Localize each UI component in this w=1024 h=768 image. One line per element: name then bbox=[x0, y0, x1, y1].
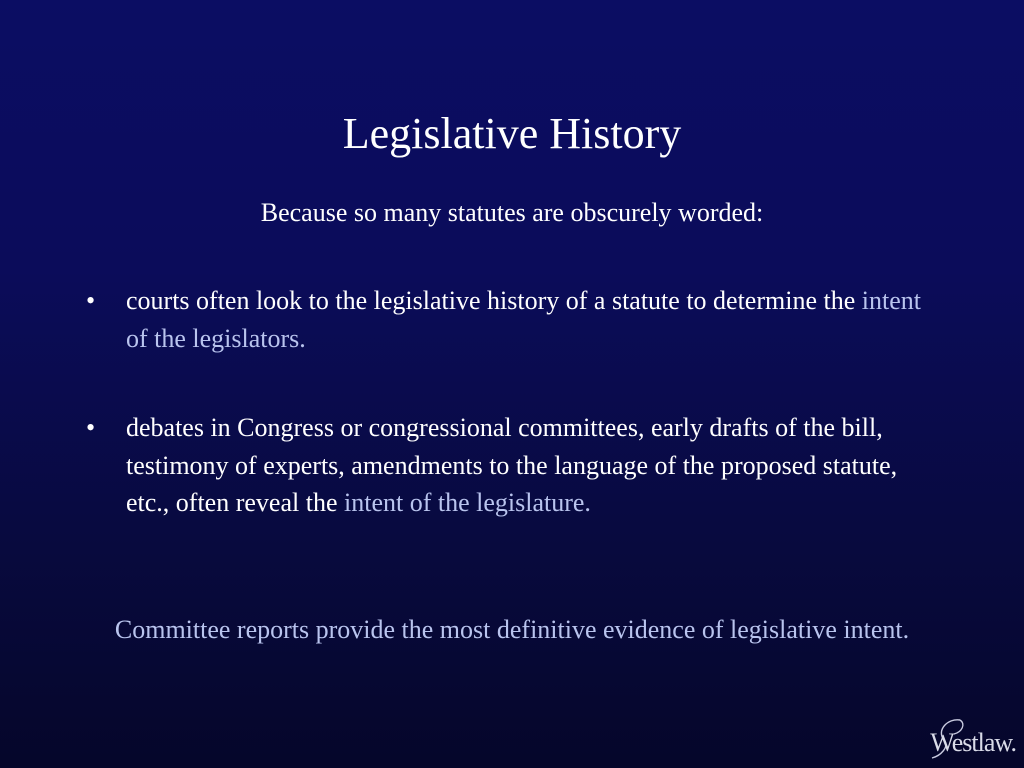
bullet-item bbox=[86, 282, 936, 357]
logo-text: Westlaw. bbox=[930, 728, 1016, 757]
bullet-marker: • bbox=[86, 286, 96, 315]
bullet-text bbox=[126, 282, 936, 357]
slide-title: Legislative History bbox=[342, 109, 682, 158]
bullet-highlight-text: intent of the legislators. bbox=[126, 286, 921, 353]
bullet-highlight-text: intent of the legislature. bbox=[344, 488, 591, 517]
slide-subtitle: Because so many statutes are obscurely worded: bbox=[260, 198, 764, 227]
bullet-item bbox=[86, 409, 936, 522]
bullet-marker: • bbox=[86, 413, 96, 442]
westlaw-logo bbox=[912, 716, 1016, 764]
bullet-lead-text: debates in Congress or congressional committees, early drafts of the bill, testimony of experts, amendments to the language of the proposed statute, etc., often reveal the bbox=[126, 413, 898, 517]
bullet-lead-text: courts often look to the legislative history of a statute to determine the bbox=[126, 286, 862, 315]
closing-statement: Committee reports provide the most definitive evidence of legislative intent. bbox=[114, 615, 910, 644]
bullet-text bbox=[126, 409, 936, 522]
